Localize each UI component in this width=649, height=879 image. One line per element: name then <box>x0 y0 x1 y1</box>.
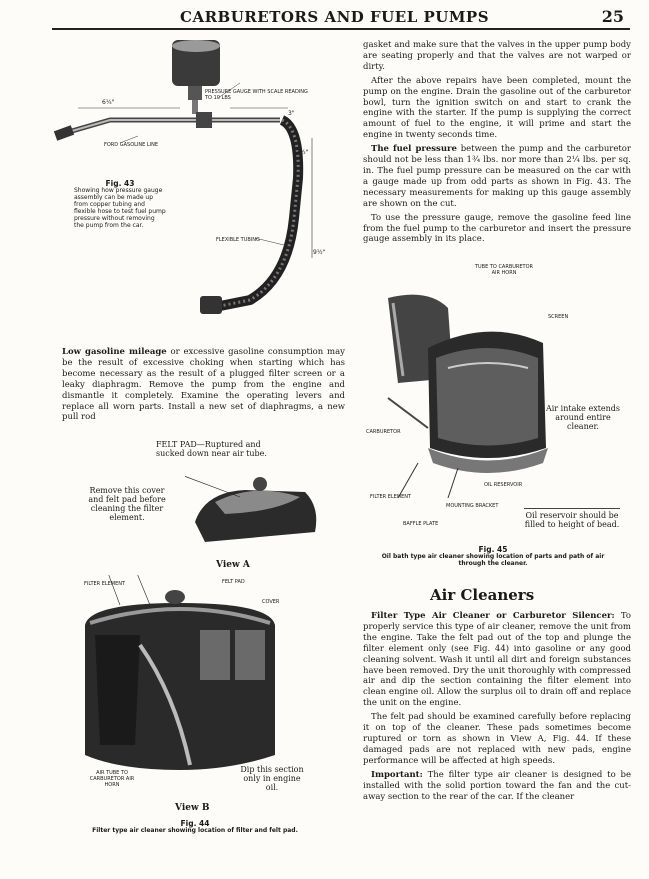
fig45-oil-reservoir-label: OIL RESERVOIR <box>484 482 523 488</box>
page-number: 25 <box>601 7 624 26</box>
right-paragraph-1: gasket and make sure that the valves in the upper pump body are seating properly and that the valves are not warped or dirty. <box>363 40 631 72</box>
fig43-dim-c: 2½" <box>296 149 309 156</box>
fig45-carburetor-label: CARBURETOR <box>366 429 401 435</box>
fig45-title: Fig. 45 <box>478 545 508 554</box>
fig45-baffle-plate-label: BAFFLE PLATE <box>403 521 439 527</box>
felt-pad-paragraph: The felt pad should be examined carefully before replacing it on top of the cleaner. These pads sometimes become ruptured or torn as shown in View A, Fig. 44. If these damaged pads are not replaced with new pads, engine performance will be affected at high speeds. <box>363 712 631 766</box>
fig43-title: Fig. 43 <box>105 179 135 188</box>
fig44-view-a-label: View A <box>216 560 250 570</box>
right-paragraph-4: To use the pressure gauge, remove the gasoline feed line from the fuel pump to the carburetor and insert the pressure gauge assembly in its place. <box>363 212 631 245</box>
fig43-dim-b: 3" <box>288 110 295 117</box>
fig44-title: Fig. 44 <box>180 819 210 828</box>
low-mileage-lead: Low gasoline mileage <box>62 347 167 357</box>
fig43-ford-line-label: FORD GASOLINE LINE <box>104 142 159 148</box>
left-column-text <box>62 347 345 426</box>
filter-type-lead: Filter Type Air Cleaner or Carburetor Silencer: <box>371 611 615 621</box>
fig44-dip-note: Dip this section only in engine oil. <box>240 765 304 792</box>
fig43-caption <box>74 180 166 229</box>
filter-type-paragraph <box>363 611 631 709</box>
fig45-mounting-bracket-label: MOUNTING BRACKET <box>446 503 499 509</box>
fig43-caption-text: Showing how pressure gauge assembly can be made up from copper tubing and flexible hose to test fuel pump pressure without removing the pump from the car. <box>74 187 166 229</box>
important-lead: Important: <box>371 769 423 780</box>
important-body: The filter type air cleaner is designed to be installed with the solid portion toward the fan and the cut-away section to the rear of the car. If the cleaner <box>363 769 631 802</box>
fig43-flexible-tubing-label: FLEXIBLE TUBING <box>216 237 260 243</box>
important-paragraph <box>363 770 631 803</box>
fig43-gauge-label: PRESSURE GAUGE WITH SCALE READING TO 10 LBS <box>205 89 308 101</box>
fig45-caption <box>378 546 608 567</box>
fig44-cover-label: COVER <box>262 599 280 605</box>
fig45-tube-label: TUBE TO CARBURETOR AIR HORN <box>474 264 534 276</box>
page-header <box>52 6 630 30</box>
fig44-view-b-illustration <box>80 575 300 780</box>
filter-type-body: To properly service this type of air cleaner, remove the unit from the engine. Take the felt pad out of the top and plunge the filter element only (see Fig. 44) into gasoline or any good cleaning solvent. Wash it until all dirt and foreign substances have been removed. Dry the unit thoroughly with compressed air and dip the section containing the filter element into clean engine oil. Allow the surplus oil to drain off and replace the unit on the engine. <box>363 611 631 709</box>
fuel-pressure-lead: The fuel pressure <box>371 144 457 155</box>
header-title: CARBURETORS AND FUEL PUMPS <box>180 8 490 26</box>
fig43-dim-d: 9½" <box>313 249 326 256</box>
fig45-screen-label: SCREEN <box>548 314 569 320</box>
fig44-caption <box>70 820 320 834</box>
fig44-view-a-illustration <box>185 462 325 552</box>
fig45-filter-element-label: FILTER ELEMENT <box>370 494 412 500</box>
air-cleaners-text <box>363 611 631 805</box>
fig44-view-b-label: View B <box>175 803 210 813</box>
fig44-filter-element-label: FILTER ELEMENT <box>84 581 126 587</box>
fig45-oil-note: Oil reservoir should be filled to height of bead. <box>524 508 620 529</box>
right-column-text <box>363 40 631 248</box>
fig44-felt-pad-note: FELT PAD—Ruptured and sucked down near air tube. <box>156 440 267 458</box>
fig43-dim-a: 6¼" <box>102 99 115 106</box>
right-paragraph-2: After the above repairs have been completed, mount the pump on the engine. Drain the gasoline out of the carburetor bowl, turn the ignition switch on and start to crank the engine with the starter. If the pump is supplying the correct amount of fuel to the engine, it will prime and start the engine in twenty seconds time. <box>363 75 631 141</box>
fig44-felt-pad-label: FELT PAD <box>222 579 245 585</box>
air-cleaners-heading: Air Cleaners <box>430 586 535 604</box>
fig44-caption-text: Filter type air cleaner showing location of filter and felt pad. <box>92 827 298 834</box>
fig44-air-tube-label: AIR TUBE TO CARBURETOR AIR HORN <box>89 770 135 788</box>
fig45-illustration <box>368 288 628 498</box>
fig44-remove-note: Remove this cover and felt pad before cleaning the filter element. <box>88 486 166 522</box>
low-mileage-body: or excessive gasoline consumption may be the result of excessive choking when starting which has become necessary as the result of a plugged filter screen or a leaky diaphragm. Remove the pump from the engine and dismantle it completely. Examine the operating levers and replace all worn parts. Install a new set of diaphragms, a new pull rod <box>62 347 345 423</box>
fig45-caption-text: Oil bath type air cleaner showing location of parts and path of air through the cleaner. <box>381 553 605 567</box>
fig45-intake-note: Air intake extends around entire cleaner. <box>545 404 621 431</box>
fuel-pressure-body: between the pump and the carburetor should not be less than 1¾ lbs. nor more than 2¼ lbs. per sq. in. The fuel pump pressure can be measured on the car with a gauge made up from odd parts as shown in Fig. 43. The necessary measurements for making up this gauge assembly are shown on the cut. <box>363 144 631 209</box>
low-mileage-paragraph <box>62 347 345 423</box>
fuel-pressure-paragraph <box>363 144 631 209</box>
